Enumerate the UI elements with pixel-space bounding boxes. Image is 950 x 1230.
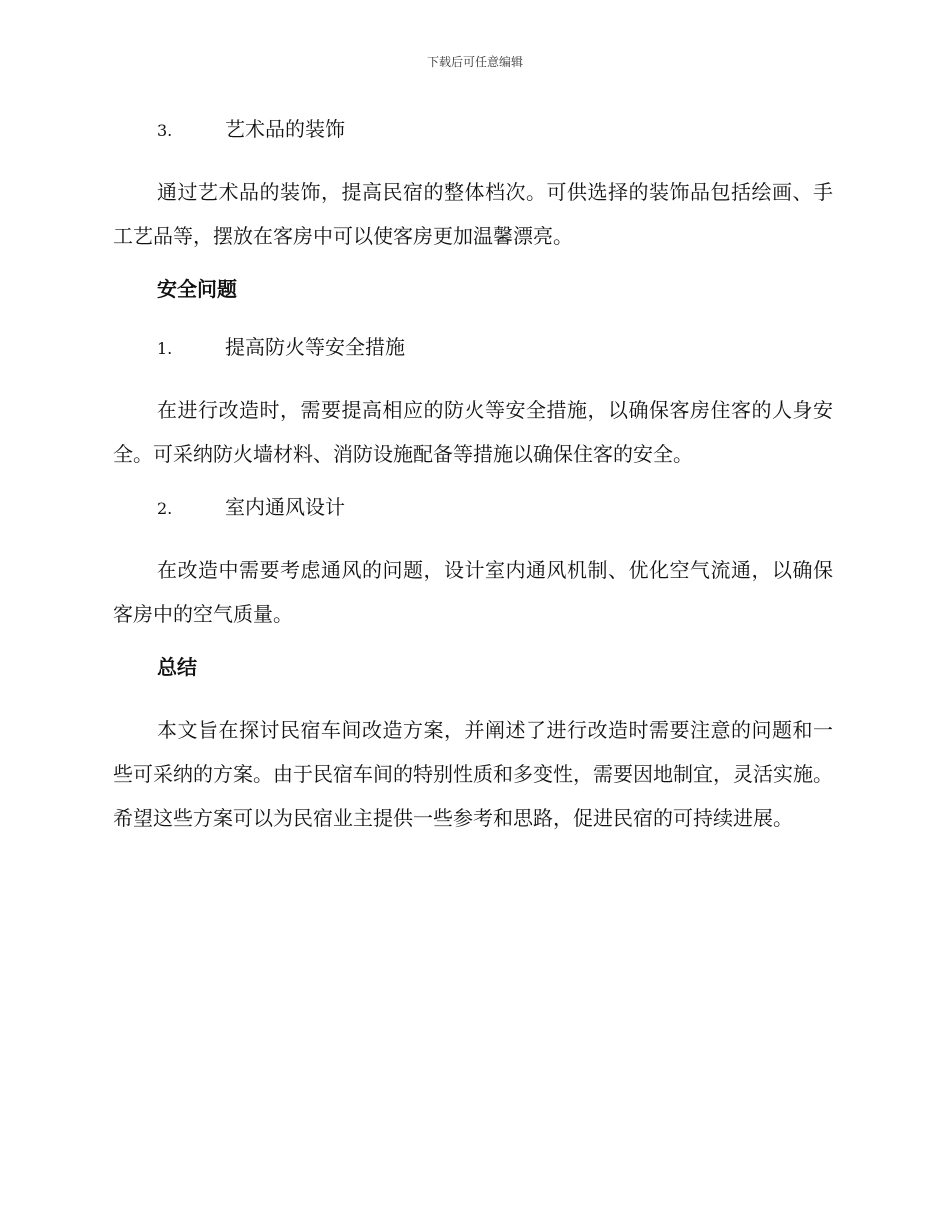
paragraph-fire-safety: 在进行改造时，需要提高相应的防火等安全措施，以确保客房住客的人身安全。可采纳防火墙材料、消防设施配备等措施以确保住客的安全。 (113, 398, 833, 466)
paragraph-art-decoration: 通过艺术品的装饰，提高民宿的整体档次。可供选择的装饰品包括绘画、手工艺品等，摆放在客房中可以使客房更加温馨漂亮。 (113, 180, 833, 248)
section-heading-safety: 安全问题 (157, 277, 237, 301)
item-number: 2. (157, 499, 173, 518)
paragraph-ventilation: 在改造中需要考虑通风的问题，设计室内通风机制、优化空气流通，以确保客房中的空气质量。 (113, 558, 833, 626)
document-body (113, 112, 833, 854)
header-note: 下载后可任意编辑 (426, 55, 523, 69)
numbered-item-fire-safety (113, 330, 833, 364)
numbered-item-ventilation (113, 490, 833, 524)
item-number: 1. (157, 339, 173, 358)
item-title: 艺术品的装饰 (225, 117, 345, 141)
section-heading-summary: 总结 (157, 655, 197, 679)
numbered-item-art-decoration (113, 112, 833, 146)
item-number: 3. (157, 121, 173, 140)
item-title: 室内通风设计 (225, 495, 345, 519)
paragraph-summary: 本文旨在探讨民宿车间改造方案，并阐述了进行改造时需要注意的问题和一些可采纳的方案。由于民宿车间的特别性质和多变性，需要因地制宜，灵活实施。希望这些方案可以为民宿业主提供一些参考和思路，促进民宿的可持续进展。 (113, 718, 833, 830)
item-title: 提高防火等安全措施 (225, 335, 405, 359)
